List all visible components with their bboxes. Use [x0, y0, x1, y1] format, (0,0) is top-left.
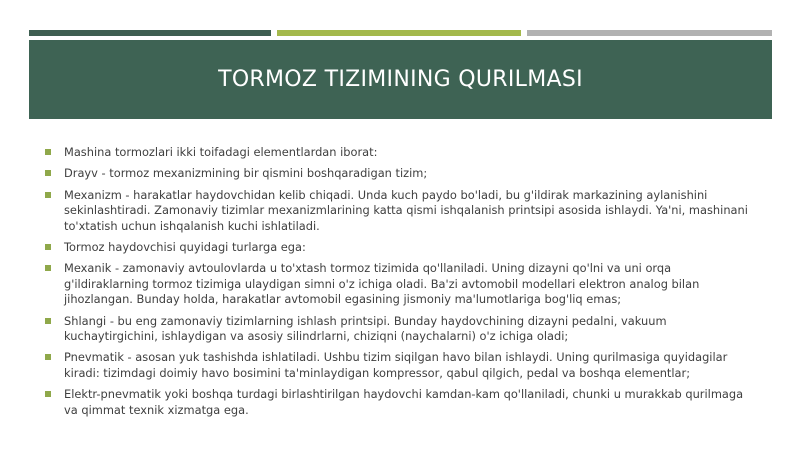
- bullet-square-icon: [45, 170, 51, 176]
- accent-stripe-left: [29, 30, 271, 36]
- bullet-square-icon: [45, 354, 51, 360]
- bullet-text: Tormoz haydovchisi quyidagi turlarga ega:: [64, 240, 306, 255]
- title-band: [29, 40, 772, 119]
- bullet-item: [44, 350, 759, 381]
- bullet-item: [44, 166, 759, 181]
- accent-stripe-middle: [277, 30, 521, 36]
- bullet-text: Drayv - tormoz mexanizmining bir qismini boshqaradigan tizim;: [64, 166, 428, 181]
- bullet-square-icon: [45, 149, 51, 155]
- bullet-list: [44, 145, 759, 424]
- bullet-square-icon: [45, 265, 51, 271]
- bullet-text: Elektr-pnevmatik yoki boshqa turdagi birlashtirilgan haydovchi kamdan-kam qo'llaniladi, chunki u murakkab qurilmaga va qimmat texnik xizmatga ega.: [64, 387, 744, 417]
- bullet-item: [44, 261, 759, 307]
- bullet-item: [44, 188, 759, 234]
- bullet-text: Pnevmatik - asosan yuk tashishda ishlatiladi. Ushbu tizim siqilgan havo bilan ishlaydi. Uning qurilmasiga quyidagilar kiradi: tizimdagi doimiy havo bosimini ta'minlaydigan kompressor, qabul qilgich, pedal va boshqa elementlar;: [64, 350, 728, 380]
- bullet-text: Mashina tormozlari ikki toifadagi elementlardan iborat:: [64, 145, 378, 159]
- bullet-item: [44, 240, 759, 255]
- bullet-text: Mexanik - zamonaviy avtoulovlarda u to'xtash tormoz tizimida qo'llaniladi. Uning dizayni qo'lni va uni orqa g'ildiraklarning tormoz tizimiga ulaydigan simni o'z ichiga oladi. Ba'zi avtomobil modellari elektron analog bilan jihozlangan. Bunday holda, harakatlar avtomobil egasining jismoniy ma'lumotlariga bog'liq emas;: [64, 261, 700, 307]
- bullet-text: Shlangi - bu eng zamonaviy tizimlarning ishlash printsipi. Bunday haydovchining dizayni pedalni, vakuum kuchaytirgichini, ishlaydigan va asosiy silindrlarni, chiziqni (naychalarni) o'z ichiga oladi;: [64, 313, 667, 344]
- slide-title: TORMOZ TIZIMINING QURILMASI: [218, 67, 583, 92]
- bullet-text: Mexanizm - harakatlar haydovchidan kelib chiqadi. Unda kuch paydo bo'ladi, bu g'ildirak markazining aylanishini sekinlashtiradi. Zamonaviy tizimlar mexanizmlarining katta qismi ishqalanish printsipi asosida ishlaydi. Ya'ni, mashinani to'xtatish uchun ishqalanish kuchi ishlatiladi.: [64, 187, 748, 233]
- bullet-square-icon: [45, 391, 51, 397]
- accent-stripe-right: [527, 30, 772, 36]
- bullet-item: [44, 387, 759, 418]
- bullet-item: [44, 145, 759, 160]
- bullet-square-icon: [45, 192, 51, 198]
- bullet-square-icon: [45, 244, 51, 250]
- bullet-item: [44, 314, 759, 345]
- bullet-square-icon: [45, 318, 51, 324]
